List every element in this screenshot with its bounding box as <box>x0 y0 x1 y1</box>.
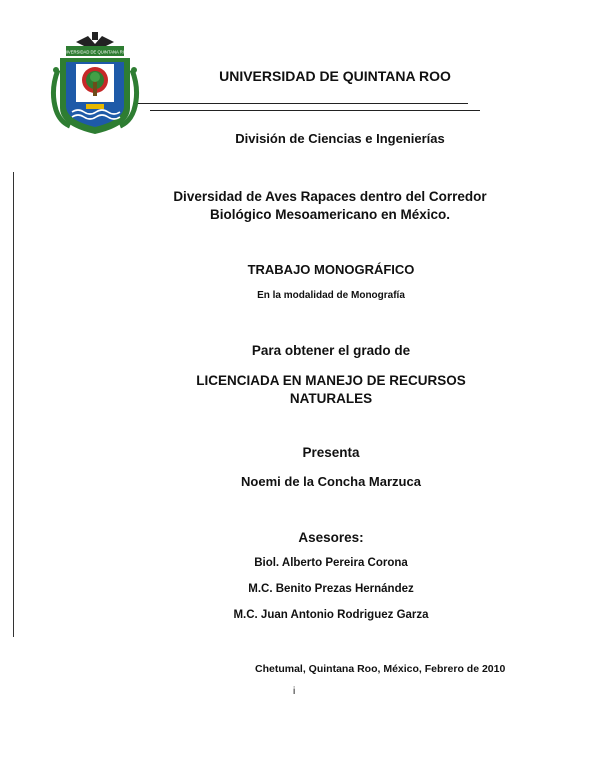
degree-name <box>140 372 522 408</box>
advisor-name: M.C. Benito Prezas Hernández <box>248 583 414 595</box>
university-logo <box>48 30 142 138</box>
advisor-name: Biol. Alberto Pereira Corona <box>254 557 408 569</box>
advisors-label: Asesores: <box>298 530 364 545</box>
thesis-title <box>120 188 540 224</box>
header-rule-top <box>138 103 468 104</box>
place-date: Chetumal, Quintana Roo, México, Febrero de 2010 <box>255 663 506 675</box>
degree-intro: Para obtener el grado de <box>251 343 411 358</box>
degree-line1: LICENCIADA EN MANEJO DE RECURSOS <box>196 373 466 388</box>
work-type: TRABAJO MONOGRÁFICO <box>247 262 415 277</box>
svg-text:UNIVERSIDAD DE QUINTANA ROO: UNIVERSIDAD DE QUINTANA ROO <box>60 49 130 55</box>
thesis-title-line1: Diversidad de Aves Rapaces dentro del Corredor <box>173 189 487 204</box>
modality: En la modalidad de Monografía <box>257 290 405 301</box>
university-seal-icon <box>48 30 142 138</box>
presenter-label: Presenta <box>302 445 360 460</box>
division-name: División de Ciencias e Ingenierías <box>235 131 445 146</box>
university-name: UNIVERSIDAD DE QUINTANA ROO <box>219 68 451 84</box>
advisor-name: M.C. Juan Antonio Rodriguez Garza <box>233 609 429 621</box>
degree-line2: NATURALES <box>289 391 373 406</box>
page-number: i <box>293 686 296 697</box>
author-name: Noemi de la Concha Marzuca <box>241 474 421 489</box>
thesis-title-line2: Biológico Mesoamericano en México. <box>209 207 451 222</box>
margin-line <box>13 172 14 637</box>
header-rule-bottom <box>150 110 480 111</box>
